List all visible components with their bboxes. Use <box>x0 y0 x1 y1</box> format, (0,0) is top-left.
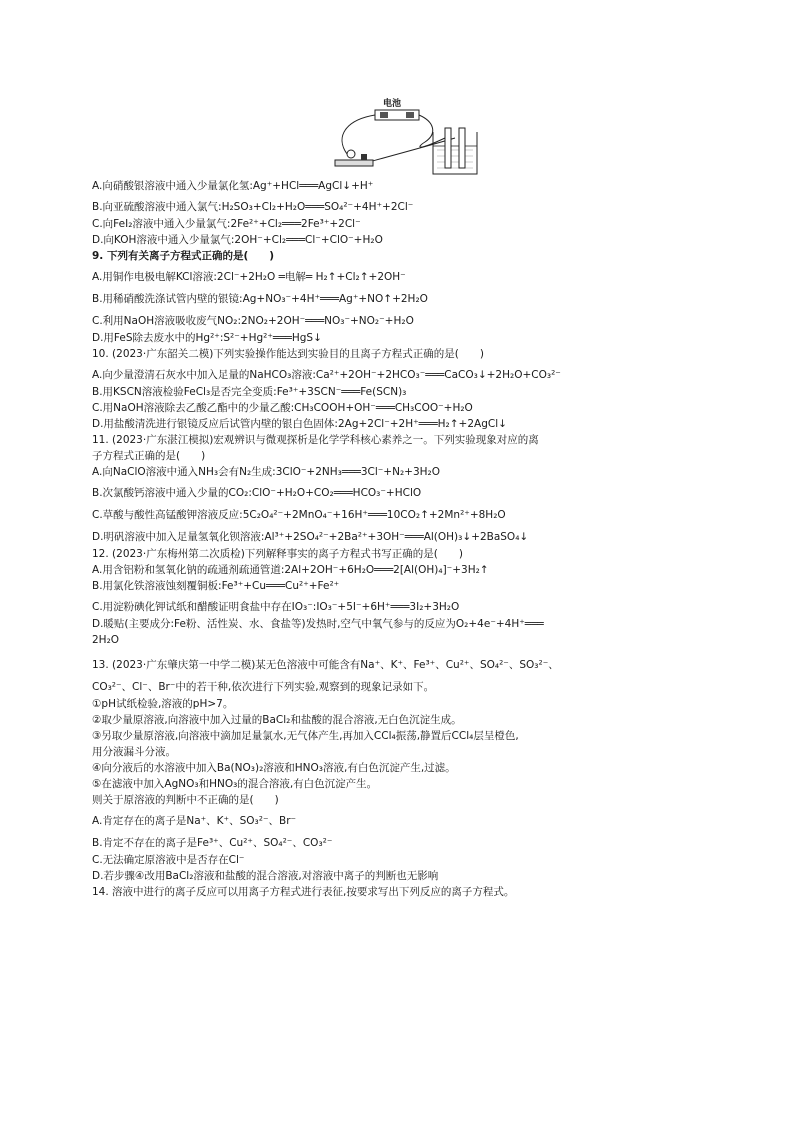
step-2: ②取少量原溶液,向溶液中加入过量的BaCl₂和盐酸的混合溶液,无白色沉淀生成。 <box>92 714 462 726</box>
option-10b: B.用KSCN溶液检验FeCl₃是否完全变质:Fe³⁺+3SCN⁻═══Fe(SCN)₃ <box>92 386 407 398</box>
question-11-line1: 11. (2023·广东湛江模拟)宏观辨识与微观探析是化学学科核心素养之一。下列实验现象对应的离 <box>92 434 539 446</box>
circuit-figure <box>325 92 485 176</box>
option-12b: B.用氯化铁溶液蚀刻覆铜板:Fe³⁺+Cu═══Cu²⁺+Fe²⁺ <box>92 580 340 592</box>
electrolysis-apparatus-diagram <box>325 92 485 176</box>
step-4: ④向分液后的水溶液中加入Ba(NO₃)₂溶液和HNO₃溶液,有白色沉淀产生,过滤。 <box>92 762 456 774</box>
question-11-line2: 子方程式正确的是( ) <box>92 450 206 462</box>
question-13-line1: 13. (2023·广东肇庆第一中学二模)某无色溶液中可能含有Na⁺、K⁺、Fe³⁺、Cu²⁺、SO₄²⁻、SO₃²⁻、 <box>92 659 559 671</box>
option-9c: C.利用NaOH溶液吸收废气NO₂:2NO₂+2OH⁻═══NO₃⁻+NO₂⁻+H₂O <box>92 315 414 327</box>
step-1: ①pH试纸检验,溶液的pH>7。 <box>92 698 234 710</box>
step-3-line1: ③另取少量原溶液,向溶液中滴加足量氯水,无气体产生,再加入CCl₄振荡,静置后CCl₄层呈橙色, <box>92 730 519 742</box>
question-10: 10. (2023·广东韶关二模)下列实验操作能达到实验目的且离子方程式正确的是( ) <box>92 348 484 360</box>
option-10c: C.用NaOH溶液除去乙酸乙酯中的少量乙酸:CH₃COOH+OH⁻═══CH₃COO⁻+H₂O <box>92 402 473 414</box>
option-9a: A.用铜作电极电解KCl溶液:2Cl⁻+2H₂O ═电解═ H₂↑+Cl₂↑+2OH⁻ <box>92 271 406 283</box>
question-content <box>92 178 732 900</box>
option-12d-line1: D.暖贴(主要成分:Fe粉、活性炭、水、食盐等)发热时,空气中氧气参与的反应为O₂+4e⁻+4H⁺═══ <box>92 618 544 630</box>
option-12d-line2: 2H₂O <box>92 634 120 646</box>
option-11b: B.次氯酸钙溶液中通入少量的CO₂:ClO⁻+H₂O+CO₂═══HCO₃⁻+HClO <box>92 487 422 499</box>
option-9b: B.用稀硝酸洗涤试管内壁的银镜:Ag+NO₃⁻+4H⁺═══Ag⁺+NO↑+2H₂O <box>92 293 428 305</box>
bulb-icon <box>347 150 355 158</box>
option-9d: D.用FeS除去废水中的Hg²⁺:S²⁻+Hg²⁺═══HgS↓ <box>92 332 322 344</box>
option-12a: A.用含铝粉和氢氧化钠的疏通剂疏通管道:2Al+2OH⁻+6H₂O═══2[Al(OH)₄]⁻+3H₂↑ <box>92 564 489 576</box>
option-12c: C.用淀粉碘化钾试纸和醋酸证明食盐中存在IO₃⁻:IO₃⁻+5I⁻+6H⁺═══3I₂+3H₂O <box>92 601 460 613</box>
option-8b: B.向亚硫酸溶液中通入氯气:H₂SO₃+Cl₂+H₂O═══SO₄²⁻+4H⁺+2Cl⁻ <box>92 201 414 213</box>
question-9: 9. 下列有关离子方程式正确的是( ) <box>92 250 275 262</box>
option-13a: A.肯定存在的离子是Na⁺、K⁺、SO₃²⁻、Br⁻ <box>92 815 297 827</box>
option-10d: D.用盐酸清洗进行银镜反应后试管内壁的银白色固体:2Ag+2Cl⁻+2H⁺═══H₂↑+2AgCl↓ <box>92 418 507 430</box>
question-13-prompt: 则关于原溶液的判断中不正确的是( ) <box>92 794 279 806</box>
question-14: 14. 溶液中进行的离子反应可以用离子方程式进行表征,按要求写出下列反应的离子方程式。 <box>92 886 515 898</box>
question-12: 12. (2023·广东梅州第二次质检)下列解释事实的离子方程式书写正确的是( ) <box>92 548 463 560</box>
step-5: ⑤在滤液中加入AgNO₃和HNO₃的混合溶液,有白色沉淀产生。 <box>92 778 378 790</box>
electrode-left <box>445 128 451 168</box>
option-11c: C.草酸与酸性高锰酸钾溶液反应:5C₂O₄²⁻+2MnO₄⁻+16H⁺═══10CO₂↑+2Mn²⁺+8H₂O <box>92 509 506 521</box>
option-11d: D.明矾溶液中加入足量氢氧化钡溶液:Al³⁺+2SO₄²⁻+2Ba²⁺+3OH⁻═══Al(OH)₃↓+2BaSO₄↓ <box>92 531 529 543</box>
option-13b: B.肯定不存在的离子是Fe³⁺、Cu²⁺、SO₄²⁻、CO₃²⁻ <box>92 837 333 849</box>
option-8d: D.向KOH溶液中通入少量氯气:2OH⁻+Cl₂═══Cl⁻+ClO⁻+H₂O <box>92 234 383 246</box>
battery-label: 电池 <box>383 99 402 109</box>
option-11a: A.向NaClO溶液中通入NH₃会有N₂生成:3ClO⁻+2NH₃═══3Cl⁻+N₂+3H₂O <box>92 466 441 478</box>
electrode-right <box>459 128 465 168</box>
option-13c: C.无法确定原溶液中是否存在Cl⁻ <box>92 854 245 866</box>
option-8c: C.向FeI₂溶液中通入少量氯气:2Fe²⁺+Cl₂═══2Fe³⁺+2Cl⁻ <box>92 218 361 230</box>
option-10a: A.向少量澄清石灰水中加入足量的NaHCO₃溶液:Ca²⁺+2OH⁻+2HCO₃⁻═══CaCO₃↓+2H₂O+CO₃²⁻ <box>92 369 561 381</box>
option-13d: D.若步骤④改用BaCl₂溶液和盐酸的混合溶液,对溶液中离子的判断也无影响 <box>92 870 439 882</box>
step-3-line2: 用分液漏斗分液。 <box>92 746 176 758</box>
bulb-base <box>335 160 373 166</box>
question-13-line2: CO₃²⁻、Cl⁻、Br⁻中的若干种,依次进行下列实验,观察到的现象记录如下。 <box>92 681 435 693</box>
option-8a: A.向硝酸银溶液中通入少量氯化氢:Ag⁺+HCl═══AgCl↓+H⁺ <box>92 180 374 192</box>
